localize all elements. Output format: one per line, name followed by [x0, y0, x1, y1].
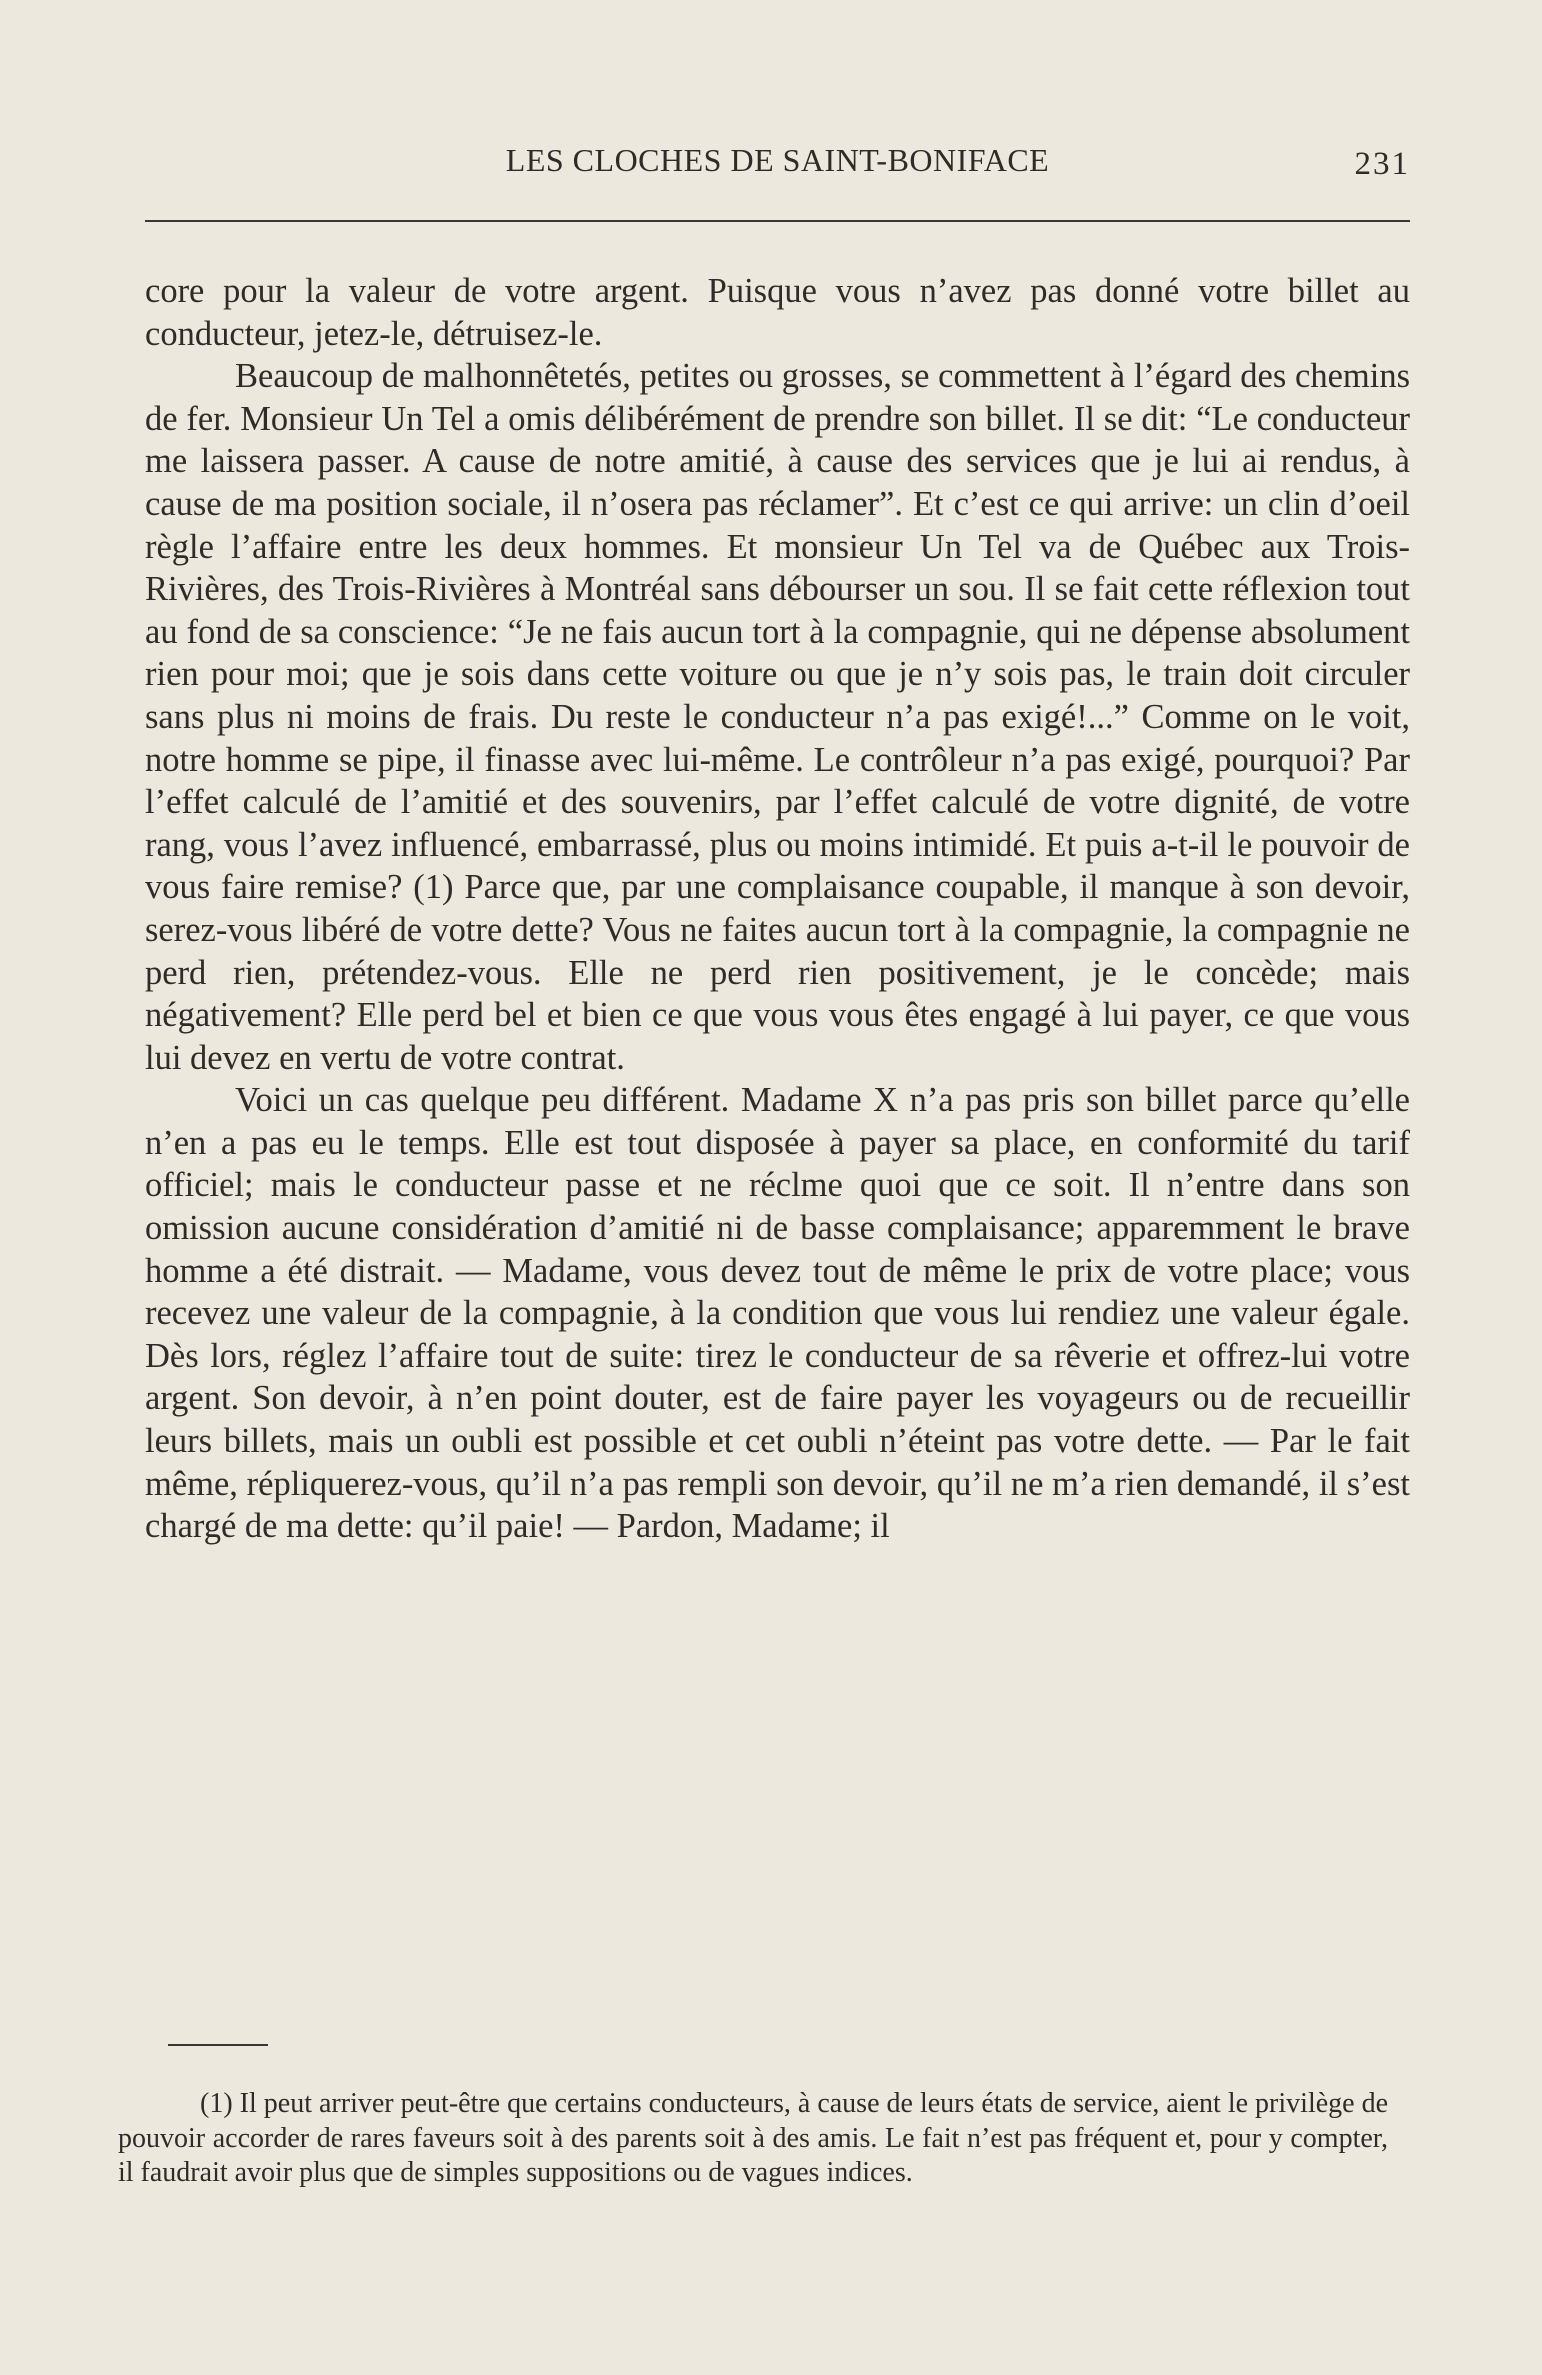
- page-number: 231: [1354, 146, 1410, 182]
- paragraph: Voici un cas quelque peu différent. Madame X n’a pas pris son billet parce qu’elle n’en a pas eu le temps. Elle est tout disposée à payer sa place, en conformité du tarif officiel; mais le conducteur passe et ne réclme quoi que ce soit. Il n’entre dans son omission aucune considération d’amitié ni de basse complaisance; apparemment le brave homme a été distrait. — Madame, vous devez tout de même le prix de votre place; vous recevez une valeur de la compagnie, à la condition que vous lui rendiez une valeur égale. Dès lors, réglez l’affaire tout de suite: tirez le conducteur de sa rêverie et offrez-lui votre argent. Son devoir, à n’en point douter, est de faire payer les voyageurs ou de recueillir leurs billets, mais un oubli est possible et cet oubli n’éteint pas votre dette. — Par le fait même, répliquerez-vous, qu’il n’a pas rempli son devoir, qu’il ne m’a rien demandé, il s’est chargé de ma dette: qu’il paie! — Pardon, Madame; il: [145, 1081, 1410, 1546]
- page-header: [145, 138, 1410, 188]
- footnote-text: Il peut arriver peut-être que certains conducteurs, à cause de leurs états de service, aient le privilège de pouvoir accorder de rares faveurs soit à des parents soit à des amis. Le fait n’est pas fréquent et, pour y compter, il faudrait avoir plus que de simples suppositions ou de vagues indices.: [118, 2088, 1389, 2188]
- running-title: LES CLOCHES DE SAINT-BONIFACE: [505, 142, 1050, 178]
- footnote-rule: [168, 2044, 268, 2046]
- paragraph: Beaucoup de malhonnêtetés, petites ou grosses, se commettent à l’égard des chemins de fer. Monsieur Un Tel a omis délibérément de prendre son billet. Il se dit: “Le conducteur me laissera passer. A cause de notre amitié, à cause des services que je lui ai rendus, à cause de ma position sociale, il n’osera pas réclamer”. Et c’est ce qui arrive: un clin d’oeil règle l’affaire entre les deux hommes. Et monsieur Un Tel va de Québec aux Trois-Rivières, des Trois-Rivières à Montréal sans débourser un sou. Il se fait cette réflexion tout au fond de sa conscience: “Je ne fais aucun tort à la compagnie, qui ne dépense absolument rien pour moi; que je sois dans cette voiture ou que je n’y sois pas, le train doit circuler sans plus ni moins de frais. Du reste le conducteur n’a pas exigé!...” Comme on le voit, notre homme se pipe, il finasse avec lui-même. Le contrôleur n’a pas exigé, pourquoi? Par l’effet calculé de l’amitié et des souvenirs, par l’effet calculé de votre dignité, de votre rang, vous l’avez influencé, embarrassé, plus ou moins intimidé. Et puis a-t-il le pouvoir de vous faire remise? (1) Parce que, par une complaisance coupable, il manque à son devoir, serez-vous libéré de votre dette? Vous ne faites aucun tort à la compagnie, la compagnie ne perd rien, prétendez-vous. Elle ne perd rien positivement, je le concède; mais négativement? Elle perd bel et bien ce que vous vous êtes engagé à lui payer, ce que vous lui devez en vertu de votre contrat.: [145, 357, 1410, 1077]
- paragraph-continued: core pour la valeur de votre argent. Puisque vous n’avez pas donné votre billet au conducteur, jetez-le, détruisez-le.: [145, 272, 1410, 353]
- body-text: [145, 270, 1410, 1548]
- header-rule: [145, 220, 1410, 222]
- footnote: [118, 2087, 1388, 2191]
- footnote-marker: (1): [200, 2088, 233, 2119]
